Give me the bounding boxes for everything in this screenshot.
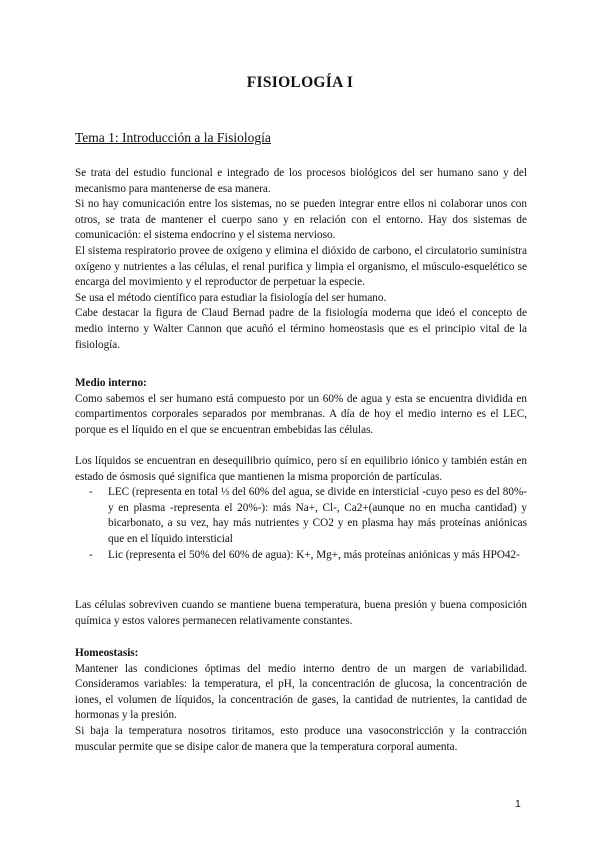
bullet-dash: - bbox=[89, 548, 93, 561]
list-item-text: Lic (representa el 50% del 60% de agua): K+, Mg+, más proteínas aniónicas y más HPO42- bbox=[108, 548, 520, 561]
document-title: FISIOLOGÍA I bbox=[246, 74, 354, 91]
homeostasis-paragraph: Si baja la temperatura nosotros tiritamos, esto produce una vasoconstricción y la contracción muscular permite que se disipe calor de manera que la temperatura corporal aumenta. bbox=[75, 724, 527, 753]
liquidos-paragraph: Los líquidos se encuentran en desequilibrio químico, pero sí en equilibrio iónico y también están en estado de ósmosis qué significa que mantienen la misma proporción de partículas. bbox=[75, 455, 527, 483]
celulas-section bbox=[75, 598, 527, 629]
medio-interno-section bbox=[75, 376, 527, 438]
homeostasis-paragraph: Mantener las condiciones óptimas del medio interno dentro de un margen de variabilidad. Consideramos variables: la temperatura, el pH, la concentración de glucosa, la concentración de iones, el volumen de líquidos, la concentración de gases, la cantidad de nutrientes, la cantidad de hormonas y la presión. bbox=[75, 662, 527, 722]
celulas-paragraph: Las células sobreviven cuando se mantiene buena temperatura, buena presión y buena composición química y estos valores permanecen relativamente constantes. bbox=[75, 599, 527, 627]
liquidos-section bbox=[75, 454, 527, 563]
intro-paragraph: Se trata del estudio funcional e integrado de los procesos biológicos del ser humano sano y del mecanismo para mantenerse de esa manera. bbox=[75, 167, 527, 195]
list-item bbox=[75, 485, 527, 547]
bullet-dash: - bbox=[89, 486, 93, 499]
list-item-text: LEC (representa en total ⅓ del 60% del agua, se divide en intersticial -cuyo peso es del 80%- y en plasma -representa el 20%-): más Na+, Cl-, Ca2+(aunque no en mucha cantidad) y bicarbonato, a su vez, hay más nutrientes y CO2 y en plasma hay más proteínas aniónicas que en el líquido intersticial bbox=[108, 486, 527, 545]
intro-paragraph: Se usa el método científico para estudiar la fisiología del ser humano. bbox=[75, 291, 387, 304]
intro-section bbox=[75, 166, 527, 353]
intro-paragraph: Si no hay comunicación entre los sistemas, no se pueden integrar entre ellos ni colaborar unos con otros, se trata de mantener el cuerpo sano y en relación con el entorno. Hay dos sistemas de comunicación: el sistema endocrino y el sistema nervioso. bbox=[75, 198, 527, 242]
compartments-list bbox=[75, 485, 527, 563]
medio-interno-paragraph: Como sabemos el ser humano está compuesto por un 60% de agua y esta se encuentra dividida en compartimentos corporales separados por membranas. A día de hoy el medio interno es el LEC, porque es el líquido en el que se encuentran embebidas las células. bbox=[75, 392, 527, 436]
homeostasis-heading: Homeostasis: bbox=[75, 647, 139, 659]
intro-paragraph: Cabe destacar la figura de Claud Bernad padre de la fisiología moderna que ideó el concepto de medio interno y Walter Cannon que acuñó el término homeostasis que es el principio vital de la fisiología. bbox=[75, 307, 527, 351]
page-number: 1 bbox=[515, 798, 521, 810]
homeostasis-section bbox=[75, 646, 527, 755]
medio-interno-heading: Medio interno: bbox=[75, 377, 147, 389]
section-title: Tema 1: Introducción a la Fisiología bbox=[75, 130, 271, 145]
intro-paragraph: El sistema respiratorio provee de oxígeno y elimina el dióxido de carbono, el circulatorio suministra oxígeno y nutrientes a las células, el renal purifica y limpia el organismo, el músculo-esquelético se encarga del movimiento y el reproductor de perpetuar la especie. bbox=[75, 244, 527, 289]
list-item bbox=[75, 548, 527, 564]
